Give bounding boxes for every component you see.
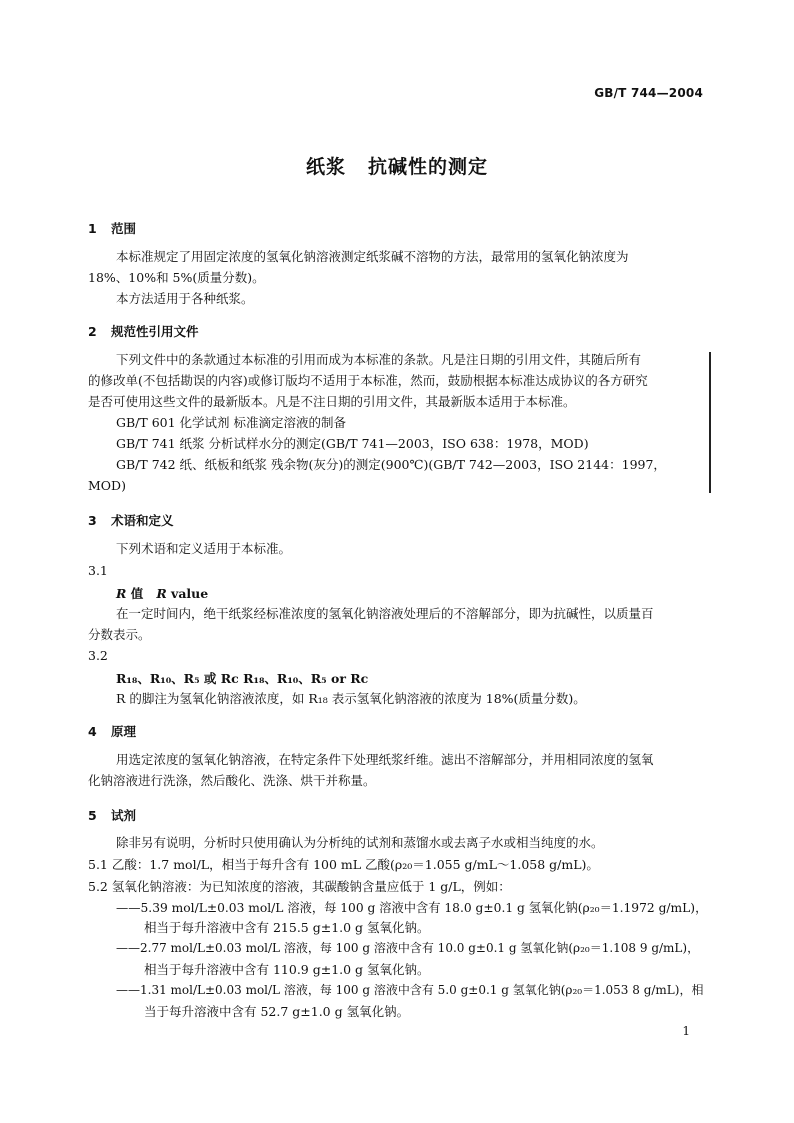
- dash-item-3-line1: ——1.31 mol/L±0.03 mol/L 溶液，每 100 g 溶液中含有 5.0 g±0.1 g 氢氧化钠(ρ₂₀＝1.053 8 g/mL)，相: [116, 983, 704, 997]
- clause-3-1-definition-line1: 在一定时间内，绝干纸浆经标准浓度的氢氧化钠溶液处理后的不溶解部分，即为抗碱性，以质量百: [116, 606, 654, 621]
- dash-item-1-line1: ——5.39 mol/L±0.03 mol/L 溶液，每 100 g 溶液中含有 18.0 g±0.1 g 氢氧化钠(ρ₂₀＝1.1972 g/mL)，: [116, 901, 708, 915]
- dash-item-1-line2: 相当于每升溶液中含有 215.5 g±1.0 g 氢氧化钠。: [144, 920, 430, 935]
- reference-gbt742-line2: MOD): [88, 478, 126, 493]
- section-2-para1-line3: 是否可使用这些文件的最新版本。凡是不注日期的引用文件，其最新版本适用于本标准。: [88, 394, 576, 409]
- clause-3-1-number: 3.1: [88, 563, 108, 578]
- section-1-heading: 1 范围: [88, 221, 137, 236]
- section-3-heading: 3 术语和定义: [88, 513, 174, 528]
- dash-item-2-line2: 相当于每升溶液中含有 110.9 g±1.0 g 氢氧化钠。: [144, 962, 430, 977]
- change-bar: [709, 352, 711, 493]
- section-1-para1-line1: 本标准规定了用固定浓度的氢氧化钠溶液测定纸浆碱不溶物的方法，最常用的氢氧化钠浓度为: [116, 249, 629, 264]
- clause-3-2-definition: R 的脚注为氢氧化钠溶液浓度，如 R₁₈ 表示氢氧化钠溶液的浓度为 18%(质量分数)。: [116, 691, 586, 706]
- section-2-para1-line1: 下列文件中的条款通过本标准的引用而成为本标准的条款。凡是注日期的引用文件，其随后所有: [116, 352, 642, 367]
- section-1-para1-line2: 18%、10%和 5%(质量分数)。: [88, 270, 265, 285]
- section-2-para1-line2: 的修改单(不包括勘误的内容)或修订版均不适用于本标准，然而，鼓励根据本标准达成协议的各方研究: [88, 373, 648, 388]
- section-4-heading: 4 原理: [88, 724, 137, 739]
- section-5-heading: 5 试剂: [88, 808, 137, 823]
- reference-gbt742-line1: GB/T 742 纸、纸板和纸浆 残余物(灰分)的测定(900℃)(GB/T 742—2003，ISO 2144：1997，: [116, 457, 666, 472]
- dash-item-3-line2: 当于每升溶液中含有 52.7 g±1.0 g 氢氧化钠。: [144, 1004, 410, 1019]
- clause-3-2-term: R₁₈、R₁₀、R₅ 或 Rc R₁₈、R₁₀、R₅ or Rc: [116, 671, 369, 686]
- dash-item-2-line1: ——2.77 mol/L±0.03 mol/L 溶液，每 100 g 溶液中含有 10.0 g±0.1 g 氢氧化钠(ρ₂₀＝1.108 9 g/mL)，: [116, 941, 700, 955]
- section-4-line1: 用选定浓度的氢氧化钠溶液，在特定条件下处理纸浆纤维。滤出不溶解部分，并用相同浓度的氢氧: [116, 752, 654, 767]
- section-4-line2: 化钠溶液进行洗涤，然后酸化、洗涤、烘干并称量。: [88, 773, 376, 788]
- section-3-intro: 下列术语和定义适用于本标准。: [116, 541, 292, 556]
- clause-3-2-number: 3.2: [88, 648, 108, 663]
- section-5-intro: 除非另有说明，分析时只使用确认为分析纯的试剂和蒸馏水或去离子水或相当纯度的水。: [116, 835, 604, 850]
- section-2-heading: 2 规范性引用文件: [88, 324, 199, 339]
- section-1-para2: 本方法适用于各种纸浆。: [116, 291, 254, 306]
- title-part-1: 纸浆: [305, 156, 346, 178]
- item-5-1: 5.1 乙酸：1.7 mol/L，相当于每升含有 100 mL 乙酸(ρ₂₀＝1.055 g/mL～1.058 g/mL)。: [88, 857, 599, 872]
- reference-gbt601: GB/T 601 化学试剂 标准滴定溶液的制备: [116, 415, 346, 430]
- clause-3-1-definition-line2: 分数表示。: [88, 627, 151, 642]
- document-title: [0, 152, 794, 179]
- reference-gbt741: GB/T 741 纸浆 分析试样水分的测定(GB/T 741—2003，ISO 638：1978，MOD): [116, 436, 589, 451]
- page-number: 1: [682, 1024, 690, 1038]
- title-part-2: 抗碱性的测定: [368, 156, 489, 178]
- item-5-2: 5.2 氢氧化钠溶液：为已知浓度的溶液，其碳酸钠含量应低于 1 g/L，例如：: [88, 879, 511, 894]
- standard-code: GB/T 744—2004: [594, 86, 703, 100]
- clause-3-1-term: R 值 R value: [116, 586, 209, 601]
